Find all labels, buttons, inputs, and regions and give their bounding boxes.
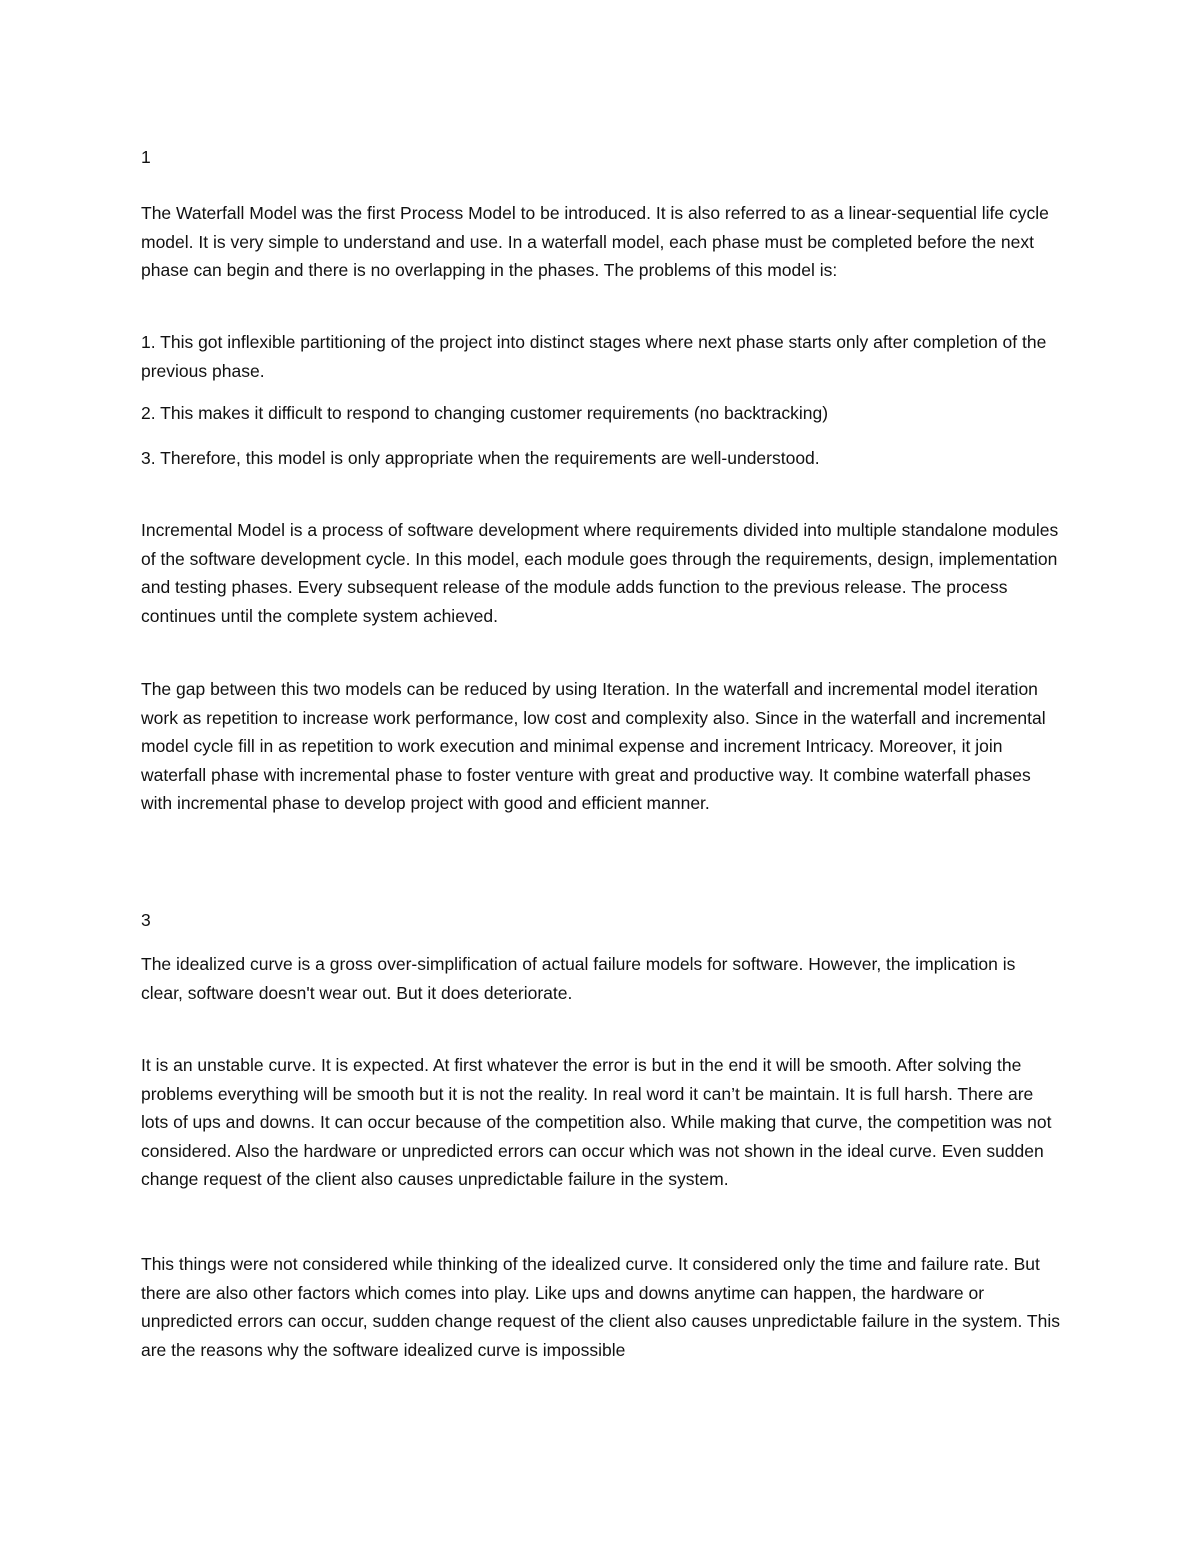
- idealized-curve-paragraph: The idealized curve is a gross over-simplification of actual failure models for software. However, the implication is clear, software doesn't wear out. But it does deteriorate.: [141, 954, 1016, 1003]
- section-1-number: 1: [141, 147, 151, 167]
- waterfall-intro-paragraph: The Waterfall Model was the first Process Model to be introduced. It is also referred to as a linear-sequential life cycle model. It is very simple to understand and use. In a waterfall model, each phase must be completed before the next phase can begin and there is no overlapping in the phases. The problems of this model is:: [141, 203, 1049, 280]
- problem-item-2: 2. This makes it difficult to respond to changing customer requirements (no backtracking): [141, 403, 829, 423]
- gap-paragraph: The gap between this two models can be reduced by using Iteration. In the waterfall and incremental model iteration work as repetition to increase work performance, low cost and complexity also. Since in the waterfall and incremental model cycle fill in as repetition to work execution and minimal expense and increment Intricacy. Moreover, it join waterfall phase with incremental phase to foster venture with great and productive way. It combine waterfall phases with incremental phase to develop project with good and efficient manner.: [141, 679, 1046, 813]
- problem-item-1: 1. This got inflexible partitioning of the project into distinct stages where next phase starts only after completion of the previous phase.: [141, 332, 1047, 381]
- section-3-number: 3: [141, 910, 151, 930]
- problem-item-3: 3. Therefore, this model is only appropriate when the requirements are well-understood.: [141, 448, 820, 468]
- incremental-model-paragraph: Incremental Model is a process of software development where requirements divided into multiple standalone modules of the software development cycle. In this model, each module goes through the requirements, design, implementation and testing phases. Every subsequent release of the module adds function to the previous release. The process continues until the complete system achieved.: [141, 520, 1059, 626]
- unstable-curve-paragraph: It is an unstable curve. It is expected. At first whatever the error is but in the end it will be smooth. After solving the problems everything will be smooth but it is not the reality. In real word it can’t be maintain. It is full harsh. There are lots of ups and downs. It can occur because of the competition also. While making that curve, the competition was not considered. Also the hardware or unpredicted errors can occur which was not shown in the ideal curve. Even sudden change request of the client also causes unpredictable failure in the system.: [141, 1055, 1052, 1189]
- not-considered-paragraph: This things were not considered while thinking of the idealized curve. It considered only the time and failure rate. But there are also other factors which comes into play. Like ups and downs anytime can happen, the hardware or unpredicted errors can occur, sudden change request of the client also causes unpredictable failure in the system. This are the reasons why the software idealized curve is impossible: [141, 1254, 1060, 1360]
